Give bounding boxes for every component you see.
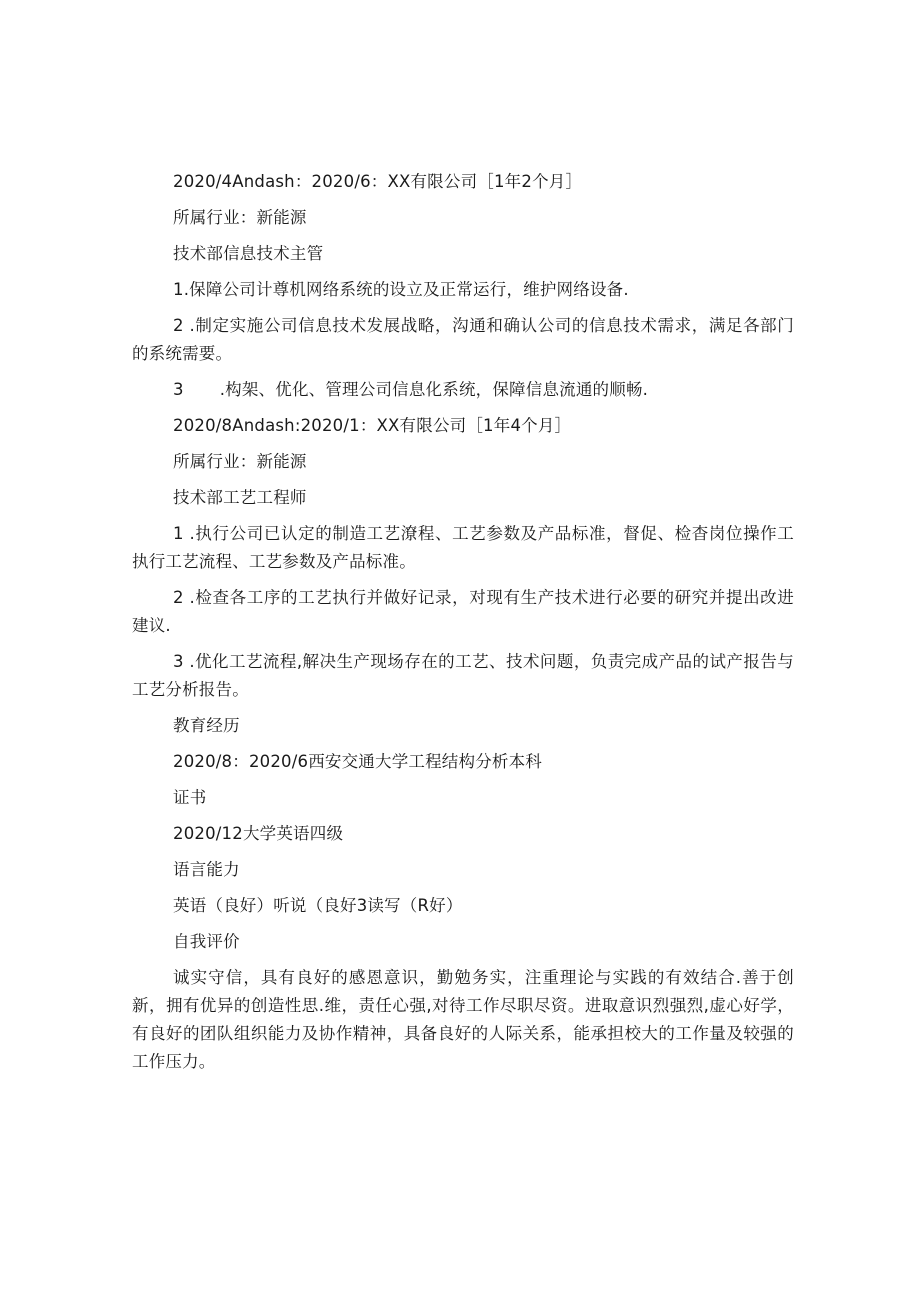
self-evaluation-text: 诚实守信，具有良好的感恩意识，勤勉务实，注重理论与实践的有效结合.善于创新，拥有优异的创造性思.维，责任心强,对待工作尽职尽资。进取意识烈强烈,虚心好学，有良好的团队组织能力及协作精神，具备良好的人际关系，能承担校大的工作量及较强的工作压力。 xyxy=(132,968,794,1071)
job1-industry: 所属行业：新能源 xyxy=(173,208,307,227)
job1-duty-3 xyxy=(132,376,794,404)
job1-duty-2: 2 .制定实施公司信息技术发展战略，沟通和确认公司的信息技术需求，满足各部门的系统需要。 xyxy=(132,316,794,363)
job2-industry: 所属行业：新能源 xyxy=(173,452,307,471)
job2-duty-2: 2 .检查各工序的工艺执行并做好记录，对现有生产技术进行必要的研究并提出改进建议. xyxy=(132,588,794,635)
job1-position: 技术部信息技术主管 xyxy=(173,244,324,263)
certificates-entry: 2020/12大学英语四级 xyxy=(173,824,344,843)
education-entry: 2020/8：2020/6西安交通大学工程结构分析本科 xyxy=(173,752,542,771)
self-evaluation-heading: 自我评价 xyxy=(173,932,240,951)
languages-entry: 英语（良好）听说（良好3读写（R好） xyxy=(173,896,463,915)
job1-period: 2020/4Andash：2020/6：XX有限公司［1年2个月］ xyxy=(173,172,583,191)
job1-duty-3-number: 3 xyxy=(173,380,184,399)
job1-duty-1: 1.保障公司计尊机网络系统的设立及正常运行，维护网络设备. xyxy=(173,280,629,299)
job1-duty-3-text: .构架、优化、管理公司信息化系统，保障信息流通的顺畅. xyxy=(219,380,649,399)
languages-heading: 语言能力 xyxy=(173,860,240,879)
job2-duty-1: 1 .执行公司已认定的制造工艺潦程、工艺参数及产品标准，督促、检杳岗位操作工执行工艺流程、工艺参数及产品标准。 xyxy=(132,524,794,571)
job2-period: 2020/8Andash:2020/1：XX有限公司［1年4个月］ xyxy=(173,416,572,435)
job2-duty-3: 3 .优化工艺流程,解决生产现场存在的工艺、技术问题，负责完成产品的试产报告与工艺分析报告。 xyxy=(132,652,794,699)
resume-content xyxy=(132,168,794,1084)
education-heading: 教育经历 xyxy=(173,716,240,735)
job2-position: 技术部工艺工程师 xyxy=(173,488,307,507)
certificates-heading: 证书 xyxy=(173,788,207,807)
